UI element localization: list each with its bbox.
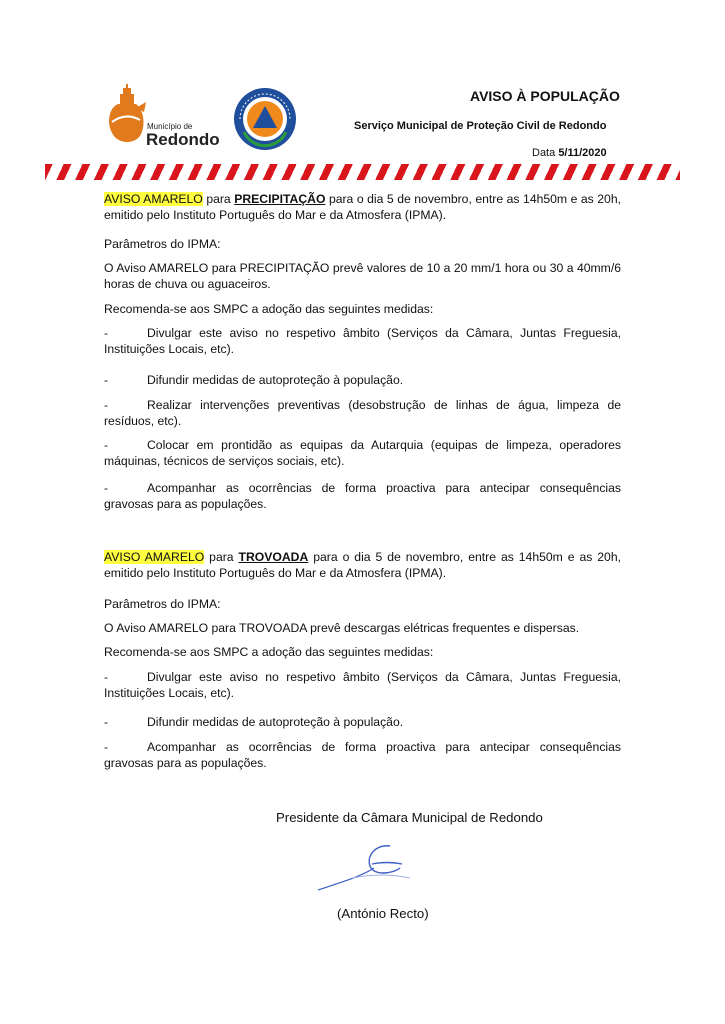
warning2-measure (104, 714, 621, 730)
warning2-params-heading: Parâmetros do IPMA: (104, 597, 221, 611)
logo-text-small: Município de (147, 122, 193, 131)
warning2-recommend: Recomenda-se aos SMPC a adoção das seguintes medidas: (104, 645, 434, 659)
bullet-dash: - (104, 715, 109, 729)
warning-stripe-band (45, 164, 680, 180)
bullet-dash: - (104, 326, 109, 340)
bullet-dash: - (104, 438, 109, 452)
warning2-params-text: O Aviso AMARELO para TROVOADA prevê descargas elétricas frequentes e dispersas. (104, 621, 580, 635)
warning2-para-word: para (209, 550, 234, 564)
bullet-dash: - (104, 398, 109, 412)
measure-text: Acompanhar as ocorrências de forma proactiva para antecipar consequências gravosas para as populações. (104, 740, 621, 770)
measure-text: Colocar em prontidão as equipas da Autarquia (equipas de limpeza, operadores máquinas, técnicos de serviços sociais, etc). (104, 438, 621, 468)
handwritten-signature (312, 838, 422, 896)
measure-text: Difundir medidas de autoproteção à população. (147, 373, 404, 387)
signature-title: Presidente da Câmara Municipal de Redondo (276, 810, 543, 825)
warning2-badge: AVISO AMARELO (104, 550, 205, 564)
warning2-measure (104, 669, 621, 701)
measure-text: Divulgar este aviso no respetivo âmbito (Serviços da Câmara, Juntas Freguesia, Instituições Locais, etc). (104, 670, 621, 700)
warning1-params-text: O Aviso AMARELO para PRECIPITAÇÃO prevê valores de 10 a 20 mm/1 hora ou 30 a 40mm/6 horas de chuva ou aguaceiros. (104, 261, 621, 291)
date-label: Data (532, 147, 556, 159)
warning1-badge: AVISO AMARELO (104, 192, 203, 206)
signature-name: (António Recto) (337, 906, 429, 921)
date-value: 5/11/2020 (558, 147, 607, 159)
warning1-intro (104, 191, 621, 223)
protecao-civil-seal (232, 86, 298, 152)
warning2-phenomenon: TROVOADA (238, 550, 309, 564)
bullet-dash: - (104, 481, 109, 495)
warning2-measure (104, 739, 621, 771)
measure-text: Divulgar este aviso no respetivo âmbito (Serviços da Câmara, Juntas Freguesia, Instituições Locais, etc). (104, 326, 621, 356)
document-date (532, 147, 607, 159)
measure-text: Acompanhar as ocorrências de forma proactiva para antecipar consequências gravosas para as populações. (104, 481, 621, 511)
bullet-dash: - (104, 373, 109, 387)
warning1-measure (104, 325, 621, 357)
measure-text: Difundir medidas de autoproteção à população. (147, 715, 404, 729)
warning1-measure (104, 397, 621, 429)
warning1-phenomenon: PRECIPITAÇÃO (234, 192, 326, 206)
warning1-measure (104, 480, 621, 512)
warning1-recommend: Recomenda-se aos SMPC a adoção das seguintes medidas: (104, 302, 434, 316)
warning2-intro (104, 549, 621, 581)
bullet-dash: - (104, 740, 109, 754)
warning2-intro-rest: para o dia 5 de novembro, entre as 14h50m e as 20h, emitido pelo Instituto Português do Mar e da Atmosfera (IPMA). (104, 550, 622, 580)
warning1-para-word: para (206, 192, 231, 206)
warning1-measure (104, 372, 621, 388)
warning1-params-heading: Parâmetros do IPMA: (104, 237, 221, 251)
warning1-intro-rest: para o dia 5 de novembro, entre as 14h50m e as 20h, emitido pelo Instituto Português do Mar e da Atmosfera (IPMA). (104, 192, 621, 222)
bullet-dash: - (104, 670, 109, 684)
service-name: Serviço Municipal de Proteção Civil de Redondo (354, 120, 607, 132)
warning1-measure (104, 437, 621, 469)
logo-text-big: Redondo (146, 130, 220, 149)
page-title: AVISO À POPULAÇÃO (470, 88, 620, 104)
measure-text: Realizar intervenções preventivas (desobstrução de linhas de água, limpeza de resíduos, etc). (104, 398, 621, 428)
